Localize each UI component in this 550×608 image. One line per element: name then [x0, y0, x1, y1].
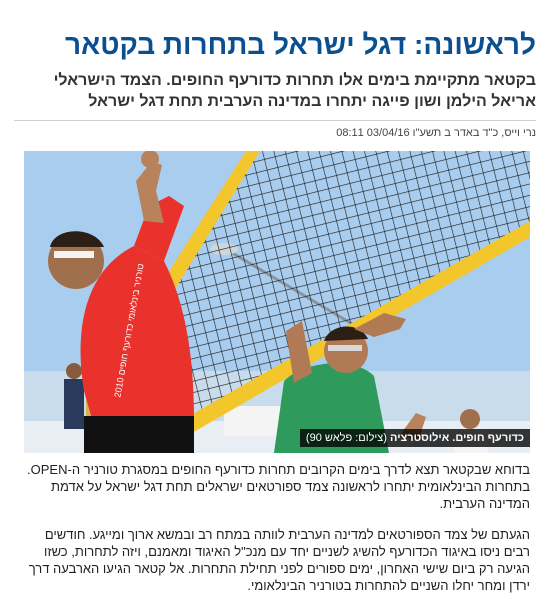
article-photo: [24, 151, 530, 453]
article-byline: נרי וייס, כ"ד באדר ב תשע"ו 03/04/16 08:11: [14, 120, 536, 143]
photo-caption: [300, 429, 530, 447]
article: [14, 0, 536, 608]
photo-caption-text: כדורעף חופים. אילוסטרציה: [390, 432, 524, 444]
article-subheadline: בקטאר מתקיימת בימים אלו תחרות כדורעף החופים. הצמד הישראלי אריאל הילמן ושון פייגה יתחרו במדינה הערבית תחת דגל ישראל: [53, 72, 536, 110]
article-paragraph-1: בדוחא שבקטאר תצא לדרך בימים הקרובים תחרות כדורעף החופים במסגרת טורניר ה-OPEN. בתחרות הבינלאומית יתחרו לראשונה צמד ספורטאים ישראלים תחת דגל ישראל על אדמת המדינה הערבית.: [27, 462, 530, 511]
article-body: [20, 461, 530, 594]
article-headline: לראשונה: דגל ישראל בתחרות בקטאר: [64, 29, 536, 60]
beach-volleyball-illustration: [24, 151, 530, 453]
article-paragraph-2: הגעתם של צמד הספורטאים למדינה הערבית לוותה במתח רב ובמשא ארוך ומייגע. חודשים רבים ניסו באיגוד הכדורעף להשיג לשניים יחד עם מנכ"ל האיגוד ומאמנם, ויזה לתחרות, כשזו הגיעה רק ביום שישי האחרון, ימים ספורים לפני תחילת התחרות. אל קטאר הגיעו הארבעה דרך ירדן ומחר יחלו השניים להתחרות בטורניר הבינלאומי.: [28, 527, 530, 593]
shirt-text: טורניר בינלאומי כדורעף חופים 2010: [112, 262, 146, 399]
photo-credit: (צילום: פלאש 90): [305, 432, 387, 444]
